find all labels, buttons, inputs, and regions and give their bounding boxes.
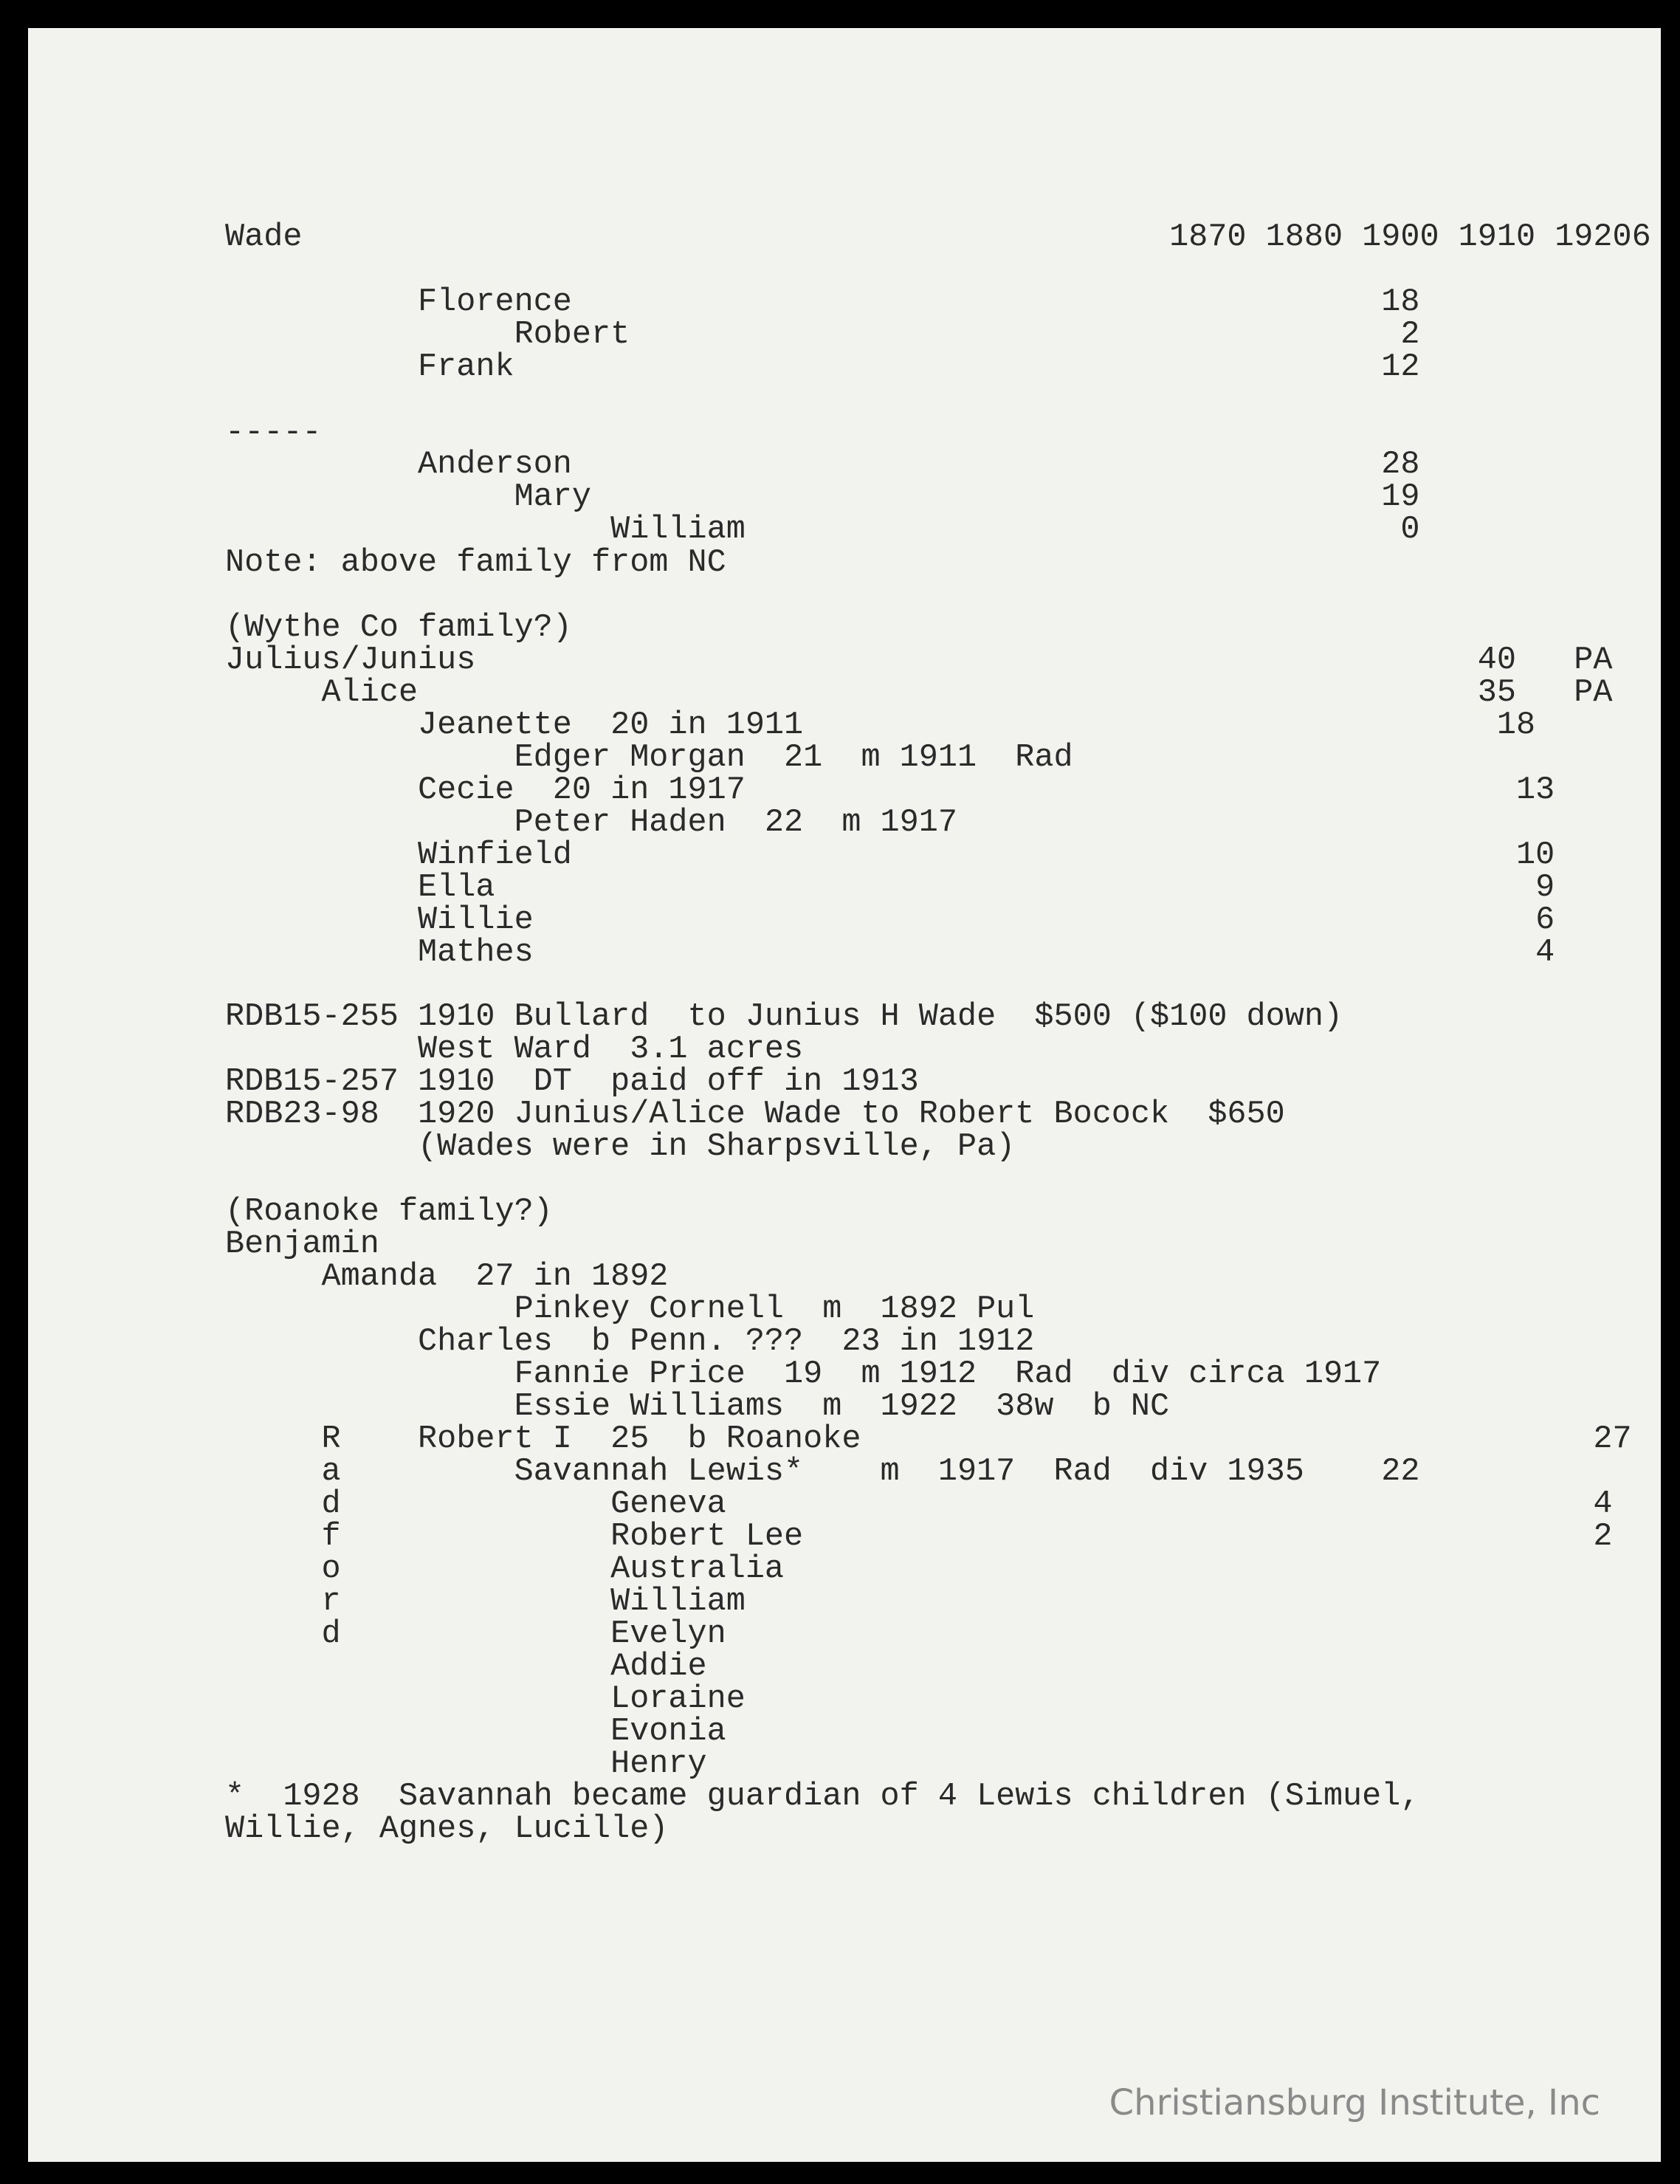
text-line-amanda: Amanda 27 in 1892 xyxy=(225,1259,669,1295)
footnote-line: * 1928 Savannah became guardian of 4 Lewis children (Simuel, xyxy=(225,1779,1420,1815)
text-line-robert-i: R Robert I 25 b Roanoke 27 xyxy=(225,1421,1632,1457)
text-line-savannah: a Savannah Lewis* m 1917 Rad div 1935 22 xyxy=(225,1454,1420,1490)
text-line-addie: Addie xyxy=(225,1649,707,1685)
text-line-frank: Frank 12 xyxy=(225,349,1420,385)
text-line-benjamin: Benjamin xyxy=(225,1226,379,1263)
text-line-robert: Robert 2 xyxy=(225,317,1420,353)
header-line: Wade 1870 1880 1900 1910 19206 xyxy=(225,219,1651,255)
text-line-pinkey: Pinkey Cornell m 1892 Pul xyxy=(225,1291,1035,1328)
text-line-alice: Alice 35 PA xyxy=(225,675,1613,711)
text-line-cecie: Cecie 20 in 1917 13 xyxy=(225,772,1555,808)
text-line-loraine: Loraine xyxy=(225,1681,746,1717)
text-line-henry: Henry xyxy=(225,1746,707,1782)
text-line-anderson: Anderson 28 xyxy=(225,447,1420,483)
text-line-edger: Edger Morgan 21 m 1911 Rad xyxy=(225,740,1073,776)
deed-line-rdb15-255: RDB15-255 1910 Bullard to Junius H Wade $500 ($100 down) xyxy=(225,999,1343,1035)
text-line-mathes: Mathes 4 xyxy=(225,935,1555,971)
text-line-willie: Willie 6 xyxy=(225,902,1555,938)
watermark: Christiansburg Institute, Inc xyxy=(1109,2082,1600,2123)
text-line-robert-lee: f Robert Lee 2 xyxy=(225,1519,1613,1555)
text-line-jeanette: Jeanette 20 in 1911 18 xyxy=(225,707,1536,744)
text-line-charles: Charles b Penn. ??? 23 in 1912 xyxy=(225,1324,1035,1360)
deed-line-rdb23-98: RDB23-98 1920 Junius/Alice Wade to Robert Bocock $650 xyxy=(225,1096,1285,1133)
note-line: Note: above family from NC xyxy=(225,545,726,581)
section-heading-roanoke: (Roanoke family?) xyxy=(225,1194,553,1230)
footnote-line-cont: Willie, Agnes, Lucille) xyxy=(225,1811,669,1847)
text-line-william-2: r William xyxy=(225,1584,746,1620)
text-line-florence: Florence 18 xyxy=(225,284,1420,320)
deed-line-west-ward: West Ward 3.1 acres xyxy=(225,1031,804,1068)
text-line-mary: Mary 19 xyxy=(225,479,1420,515)
text-line-fannie: Fannie Price 19 m 1912 Rad div circa 1917 xyxy=(225,1356,1382,1393)
text-line-australia: o Australia xyxy=(225,1551,785,1587)
deed-line-sharpsville: (Wades were in Sharpsville, Pa) xyxy=(225,1129,1016,1165)
deed-line-rdb15-257: RDB15-257 1910 DT paid off in 1913 xyxy=(225,1064,919,1100)
text-line-geneva: d Geneva 4 xyxy=(225,1486,1613,1522)
text-line-evonia: Evonia xyxy=(225,1714,726,1750)
text-line-ella: Ella 9 xyxy=(225,870,1555,906)
text-line-julius: Julius/Junius 40 PA xyxy=(225,642,1613,679)
text-line-essie: Essie Williams m 1922 38w b NC xyxy=(225,1389,1170,1425)
section-heading-wythe: (Wythe Co family?) xyxy=(225,610,572,646)
text-line-william: William 0 xyxy=(225,512,1420,548)
text-line-winfield: Winfield 10 xyxy=(225,837,1555,873)
text-line-evelyn: d Evelyn xyxy=(225,1616,726,1652)
divider-line: ----- xyxy=(225,415,322,451)
text-line-peter: Peter Haden 22 m 1917 xyxy=(225,805,957,841)
